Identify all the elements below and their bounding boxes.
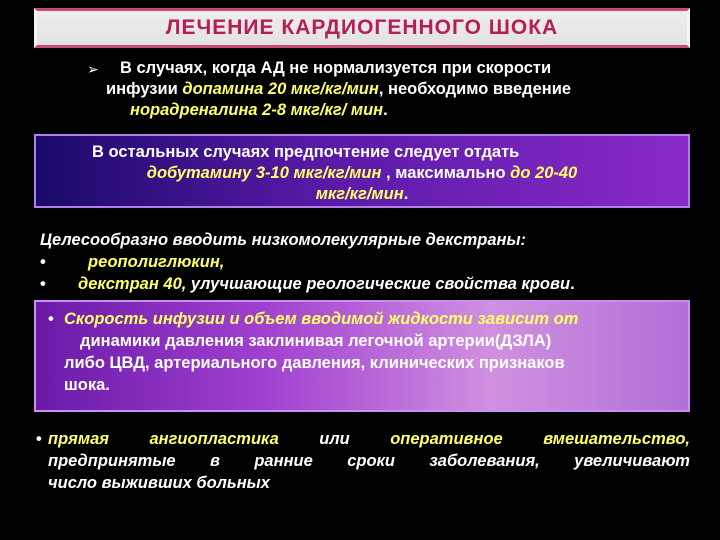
angioplasty-paragraph	[36, 428, 690, 494]
infusion-rate-heading: Скорость инфузии и объем вводимой жидкости зависит от	[64, 310, 579, 328]
bullet-icon: •	[48, 310, 54, 328]
intro-period: .	[383, 101, 388, 119]
box2-line-4: шока.	[64, 376, 110, 394]
dextran-section	[40, 229, 690, 295]
surgery-word-2: вмешательство,	[543, 430, 690, 448]
dextran-heading: Целесообразно вводить низкомолекулярные декстраны:	[40, 231, 527, 249]
bullet-icon: •	[40, 275, 46, 293]
box2-line-1	[48, 308, 688, 330]
angioplasty-word-2: ангиопластика	[149, 430, 279, 448]
dobutamine-unit: мкг/кг/мин	[315, 185, 404, 203]
box1-text: , максимально	[381, 164, 511, 182]
final-word: в	[209, 452, 220, 470]
or-word: или	[319, 430, 350, 448]
box2-line-2: динамики давления заклинивая легочной артерии(ДЗЛА)	[80, 332, 552, 350]
dobutamine-max: до 20-40	[510, 164, 578, 182]
bullet-icon: •	[40, 253, 46, 271]
final-word: ранние	[254, 452, 313, 470]
reopoliglukin: реополиглюкин,	[88, 253, 225, 271]
intro-text-end: , необходимо введение	[378, 80, 572, 98]
box1-line-3	[36, 184, 688, 205]
slide-title: ЛЕЧЕНИЕ КАРДИОГЕННОГО ШОКА	[165, 16, 559, 39]
noradrenaline-dose: норадреналина 2-8 мкг/кг/ мин	[130, 101, 384, 119]
dopamine-dose: допамина 20 мкг/кг/мин	[182, 80, 379, 98]
intro-text: инфузии	[106, 80, 183, 98]
dextran-description: , улучшающие реологические свойства крови	[181, 275, 571, 293]
intro-line-3	[130, 100, 690, 121]
final-first-word	[36, 428, 109, 450]
surgery-word-1: оперативное	[390, 430, 503, 448]
box1-line-2	[36, 163, 688, 184]
intro-line-1: В случаях, когда АД не нормализуется при скорости	[120, 59, 552, 77]
dextran-item-1	[40, 251, 690, 273]
box2-line-3: либо ЦВД, артериального давления, клинических признаков	[64, 354, 565, 372]
title-banner	[34, 8, 690, 48]
box1-period: .	[403, 185, 409, 203]
dextran-item-2	[40, 273, 690, 295]
infusion-rate-box	[34, 300, 690, 412]
dobutamine-box	[34, 134, 690, 208]
bullet-icon: •	[36, 430, 42, 448]
final-word: сроки	[347, 452, 395, 470]
final-word: увеличивают	[574, 452, 690, 470]
dextran-40: декстран 40	[78, 275, 182, 293]
arrow-bullet-icon: ➢	[87, 61, 99, 77]
final-line-2	[36, 450, 690, 472]
box1-line-1: В остальных случаях предпочтение следует отдать	[92, 143, 520, 161]
final-word: заболевания,	[429, 452, 540, 470]
dobutamine-dose: добутамину 3-10 мкг/кг/мин	[146, 164, 382, 182]
angioplasty-word-1: прямая	[48, 430, 109, 448]
dextran-period: .	[570, 275, 575, 293]
intro-line-2	[106, 79, 690, 100]
final-line-3: число выживших больных	[48, 474, 270, 492]
final-line-1	[36, 428, 690, 450]
final-word: предпринятые	[48, 452, 176, 470]
